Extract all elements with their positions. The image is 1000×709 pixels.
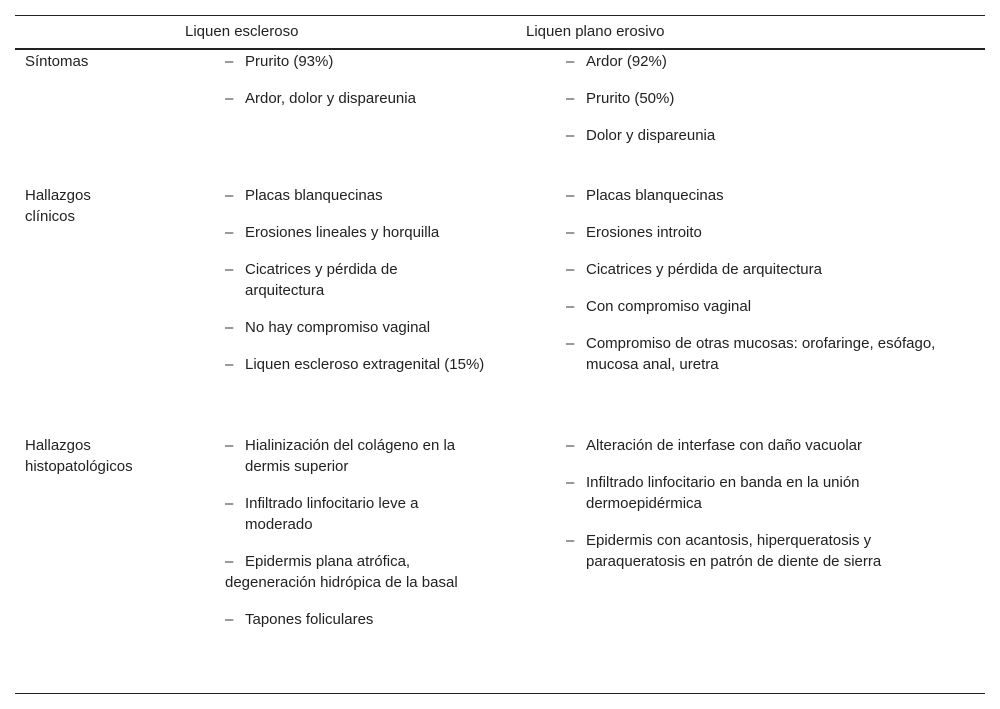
comparison-table [15,15,985,694]
liquen-escleroso-cell [225,435,485,646]
list-item: – Prurito (93%) [225,53,334,70]
liquen-escleroso-cell [225,185,485,391]
list-item: – Liquen escleroso extragenital (15%) [225,356,485,373]
list-item: – Compromiso de otras mucosas: orofaringe, esófago, mucosa anal, uretra [566,335,936,373]
list-item: – Prurito (50%) [566,90,675,107]
table-header [15,16,985,50]
list-item: – Placas blanquecinas [225,187,383,204]
list-item: – No hay compromiso vaginal [225,319,431,336]
liquen-plano-cell [566,51,966,162]
list-item: – Placas blanquecinas [566,187,724,204]
list-item: – Infiltrado linfocitario en banda en la unión dermoepidérmica [566,474,860,512]
list-item: – Erosiones introito [566,224,702,241]
row-label: Hallazgos histopatológicos [25,437,133,475]
liquen-plano-cell [566,185,966,391]
row-label: Hallazgos clínicos [25,187,91,225]
list-item: – Tapones foliculares [225,611,374,628]
row-label: Síntomas [25,53,89,70]
header-liquen-plano-erosivo: Liquen plano erosivo [526,23,665,40]
list-item: – Infiltrado linfocitario leve a moderado [225,495,419,533]
list-item: – Epidermis con acantosis, hiperqueratosis y paraqueratosis en patrón de diente de sierra [566,532,882,570]
list-item: – Erosiones lineales y horquilla [225,224,440,241]
liquen-escleroso-cell [225,51,485,125]
list-item: – Cicatrices y pérdida de arquitectura [566,261,822,278]
list-item: – Con compromiso vaginal [566,298,752,315]
list-item: – Cicatrices y pérdida de arquitectura [225,261,398,299]
list-item: – Alteración de interfase con daño vacuolar [566,437,863,454]
header-liquen-escleroso: Liquen escleroso [185,23,299,40]
list-item: – Hialinización del colágeno en la dermis superior [225,437,456,475]
list-item: – Ardor (92%) [566,53,667,70]
list-item: – Epidermis plana atrófica, degeneración hidrópica de la basal [225,553,458,591]
list-item: – Dolor y dispareunia [566,127,716,144]
list-item: – Ardor, dolor y dispareunia [225,90,416,107]
liquen-plano-cell [566,435,966,588]
